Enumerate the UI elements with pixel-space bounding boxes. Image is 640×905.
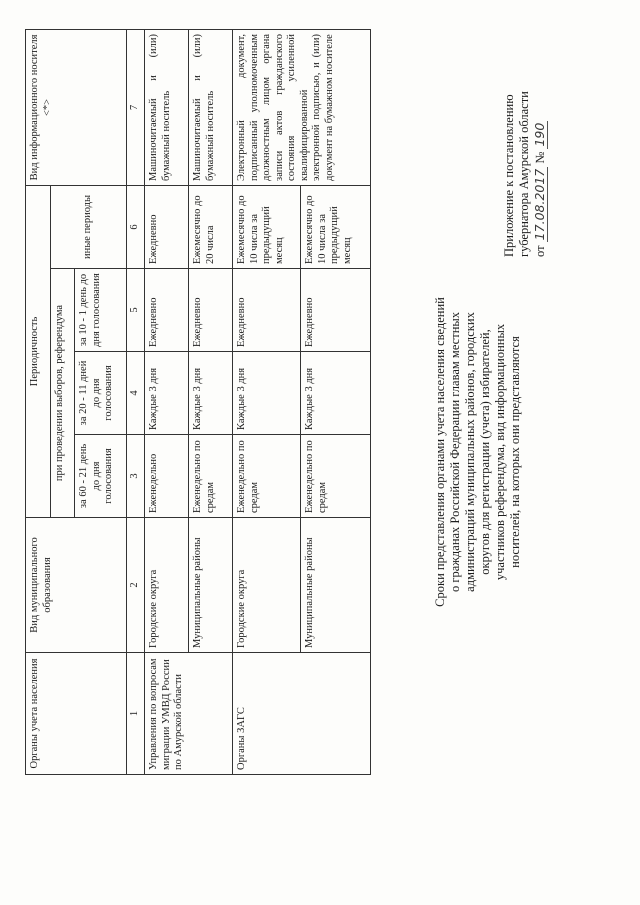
cell-period-60-21: Еженедельно по средам — [301, 435, 371, 518]
table-row — [145, 29, 189, 774]
column-number: 3 — [127, 435, 145, 518]
cell-municipality-type: Городские округа — [145, 518, 189, 653]
header-10-1-days: за 10 - 1 день до дня голосования — [75, 269, 127, 352]
cell-period-10-1: Ежедневно — [233, 269, 301, 352]
column-number: 5 — [127, 269, 145, 352]
cell-other-periods: Ежедневно — [145, 185, 189, 268]
header-60-21-days: за 60 - 21 день до дня голосования — [75, 435, 127, 518]
title-line: округов для регистрации (учета) избирателей, — [478, 329, 492, 575]
document-title — [433, 227, 523, 677]
header-registration-organs: Органы учета населения — [26, 653, 127, 775]
appendix-line-1: Приложение к постановлению — [502, 94, 516, 257]
cell-other-periods: Ежемесячно до 20 числа — [189, 185, 233, 268]
cell-other-periods: Ежемесячно до 10 числа за предыдущий месяц — [301, 185, 371, 268]
cell-municipality-type: Муниципальные районы — [189, 518, 233, 653]
cell-period-60-21: Еженедельно — [145, 435, 189, 518]
title-line: администраций муниципальных районов, городских — [463, 312, 477, 592]
handwritten-date: 17.08.2017 — [532, 168, 547, 241]
column-number: 1 — [127, 653, 145, 775]
header-periodicity: Периодичность — [26, 185, 51, 517]
appendix-header — [502, 7, 548, 257]
cell-municipality-type: Муниципальные районы — [301, 518, 371, 653]
appendix-date-prefix: от — [533, 245, 547, 257]
number-sign: № — [533, 151, 547, 164]
header-other-periods: иные периоды — [51, 185, 127, 268]
title-line: о гражданах Российской Федерации главам местных — [448, 311, 462, 593]
cell-period-60-21: Еженедельно по средам — [233, 435, 301, 518]
column-number: 2 — [127, 518, 145, 653]
cell-period-20-11: Каждые 3 дня — [189, 352, 233, 435]
cell-period-10-1: Ежедневно — [301, 269, 371, 352]
cell-carrier: Машиночитаемый и (или) бумажный носитель — [145, 29, 189, 185]
table-row — [233, 29, 301, 774]
header-during-elections: при проведении выборов, референдума — [51, 269, 75, 518]
appendix-line-2: губернатора Амурской области — [517, 91, 531, 257]
schedule-table — [25, 29, 371, 775]
header-20-11-days: за 20 - 11 дней до дня голосования — [75, 352, 127, 435]
handwritten-number: 190 — [532, 122, 547, 147]
cell-municipality-type: Городские округа — [233, 518, 301, 653]
column-number: 6 — [127, 185, 145, 268]
header-municipality-type: Вид муниципального образования — [26, 518, 127, 653]
cell-period-20-11: Каждые 3 дня — [301, 352, 371, 435]
cell-other-periods: Ежемесячно до 10 числа за предыдущий месяц — [233, 185, 301, 268]
cell-carrier: Электронный документ, подписанный уполномоченным должностным лицом органа записи актов гражданского состояния усиленной квалифицированной электронной подписью, и (или) документ на бумажном носителе — [233, 29, 371, 185]
cell-period-10-1: Ежедневно — [189, 269, 233, 352]
cell-organ: Органы ЗАГС — [233, 653, 371, 775]
column-number: 4 — [127, 352, 145, 435]
appendix-line-3 — [532, 7, 548, 257]
cell-organ: Управления по вопросам миграции УМВД России по Амурской области — [145, 653, 233, 775]
cell-period-60-21: Еженедельно по средам — [189, 435, 233, 518]
header-carrier-type: Вид информационного носителя <*> — [26, 29, 127, 185]
column-number: 7 — [127, 29, 145, 185]
cell-period-20-11: Каждые 3 дня — [233, 352, 301, 435]
cell-period-20-11: Каждые 3 дня — [145, 352, 189, 435]
title-line: носителей, на которых они представляются — [508, 336, 522, 568]
cell-carrier: Машиночитаемый и (или) бумажный носитель — [189, 29, 233, 185]
title-line: участников референдума, вид информационных — [493, 323, 507, 581]
cell-period-10-1: Ежедневно — [145, 269, 189, 352]
title-line: Сроки представления органами учета населения сведений — [433, 297, 447, 607]
